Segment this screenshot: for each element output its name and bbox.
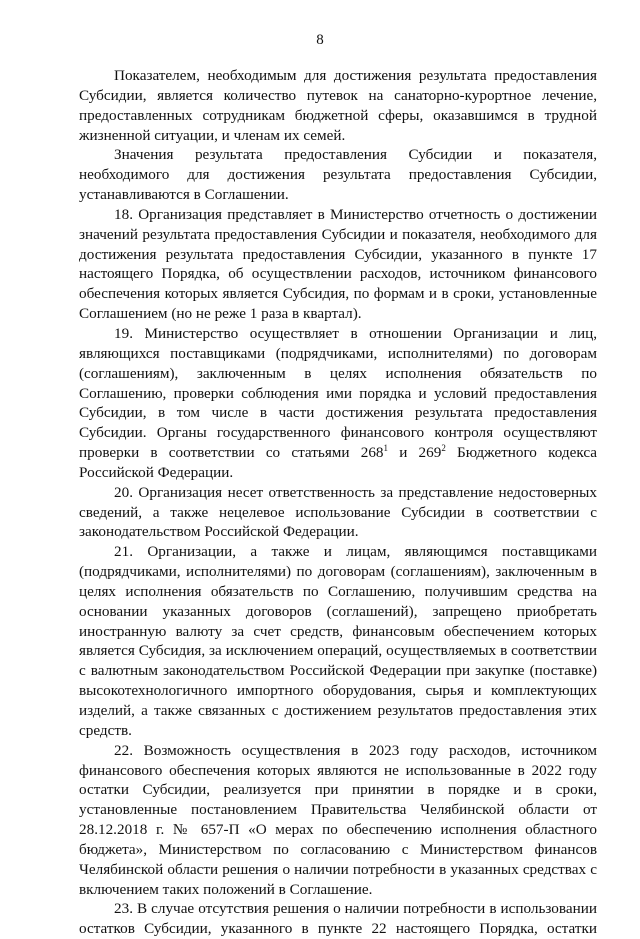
text-line: (соглашениям), заключенным в целях исполнения обязательств по bbox=[79, 364, 597, 382]
text-line: включением таких положений в Соглашение. bbox=[79, 880, 373, 898]
text-line: предоставленных сотрудникам бюджетной сферы, оказавшимся в трудной bbox=[79, 106, 597, 124]
text-line: с валютным законодательством Российской Федерации при закупке (поставке) bbox=[79, 662, 597, 680]
text-line: средств. bbox=[79, 721, 132, 739]
text-line: остатки Субсидии, реализуется при принятии в порядке и в сроки, bbox=[79, 781, 597, 799]
page-number: 8 bbox=[316, 32, 324, 48]
text-line: иностранную валюту за счет средств, финансовым обеспечением которых bbox=[79, 622, 597, 640]
superscript: 1 bbox=[383, 442, 389, 453]
superscript: 2 bbox=[441, 442, 446, 453]
text-line: обеспечения которых является Субсидия, по формам и в сроки, установленные bbox=[79, 285, 597, 303]
text-line: высокотехнологичного импортного оборудования, сырья и комплектующих bbox=[79, 682, 597, 700]
text-line: Российской Федерации. bbox=[79, 463, 234, 481]
text-line: необходимого для достижения результата предоставления Субсидии, bbox=[79, 166, 597, 184]
text-line: 21. Организации, а также и лицам, являющимся поставщиками bbox=[114, 543, 597, 561]
text-line: Значения результата предоставления Субсидии и показателя, bbox=[114, 146, 597, 164]
text-line: изделий, а также связанных с достижением результатов предоставления этих bbox=[79, 702, 597, 719]
text-line: целях исполнения обязательств по Соглашению, получившим средства на bbox=[79, 582, 597, 600]
text-line: является Субсидия, за исключением операций, осуществляемых в соответствии bbox=[79, 642, 597, 660]
text-line: остатков Субсидии, указанного в пункте 22 настоящего Порядка, остатки bbox=[79, 920, 597, 938]
text-line: Челябинской области решения о наличии потребности в указанных средствах с bbox=[79, 860, 597, 878]
text-line: 22. Возможность осуществления в 2023 году расходов, источником bbox=[114, 741, 597, 759]
text-line: устанавливаются в Соглашении. bbox=[79, 186, 289, 204]
text-fragment: и 269 bbox=[388, 444, 442, 462]
text-line: 19. Министерство осуществляет в отношении Организации и лиц, bbox=[114, 324, 597, 342]
text-line: сведений, а также нецелевое использование Субсидии в соответствии с bbox=[79, 503, 597, 521]
text-line: Субсидии, в том числе в части достижения результата предоставления bbox=[79, 404, 597, 422]
text-line: достижения результата предоставления Субсидии, указанного в пункте 17 bbox=[79, 245, 597, 263]
text-line: законодательством Российской Федерации. bbox=[79, 523, 359, 541]
text-line: 18. Организация представляет в Министерство отчетность о достижении bbox=[114, 205, 597, 223]
text-fragment: Бюджетного кодекса bbox=[445, 444, 597, 462]
text-line: жизненной ситуации, и членам их семей. bbox=[79, 126, 346, 144]
text-line: 23. В случае отсутствия решения о наличии потребности в использовании bbox=[114, 900, 597, 918]
text-line: Субсидии. Органы государственного финансового контроля осуществляют bbox=[79, 424, 597, 442]
text-line: Субсидии, является количество путевок на санаторно-курортное лечение, bbox=[79, 86, 597, 104]
document-body bbox=[79, 66, 597, 939]
text-line: 28.12.2018 г. № 657-П «О мерах по обеспечению исполнения областного bbox=[79, 821, 597, 839]
text-line: Соглашению, проверки соблюдения ими порядка и условий предоставления bbox=[79, 384, 597, 402]
text-line: значений результата предоставления Субсидии и показателя, необходимого для bbox=[79, 225, 597, 243]
text-line: (подрядчиками, исполнителями) по договорам (соглашениям), заключенным в bbox=[79, 563, 597, 581]
text-line: являющихся поставщиками (подрядчиками, исполнителями) по договорам bbox=[79, 344, 597, 362]
text-line: Показателем, необходимым для достижения результата предоставления bbox=[114, 67, 597, 84]
text-line: установленные постановлением Правительства Челябинской области от bbox=[79, 801, 597, 819]
text-line: настоящего Порядка, об осуществлении расходов, источником финансового bbox=[79, 265, 597, 283]
text-fragment: проверки в соответствии со статьями 268 bbox=[79, 444, 384, 462]
text-line: основании указанных договоров (соглашений), запрещено приобретать bbox=[79, 602, 597, 620]
text-line: финансового обеспечения которых являются не использованные в 2022 году bbox=[79, 761, 597, 779]
text-line: 20. Организация несет ответственность за представление недостоверных bbox=[114, 483, 597, 501]
text-line: Соглашением (но не реже 1 раза в квартал). bbox=[79, 305, 362, 323]
text-line bbox=[79, 443, 597, 463]
text-line: бюджета», Министерством по согласованию с Министерством финансов bbox=[79, 840, 597, 858]
